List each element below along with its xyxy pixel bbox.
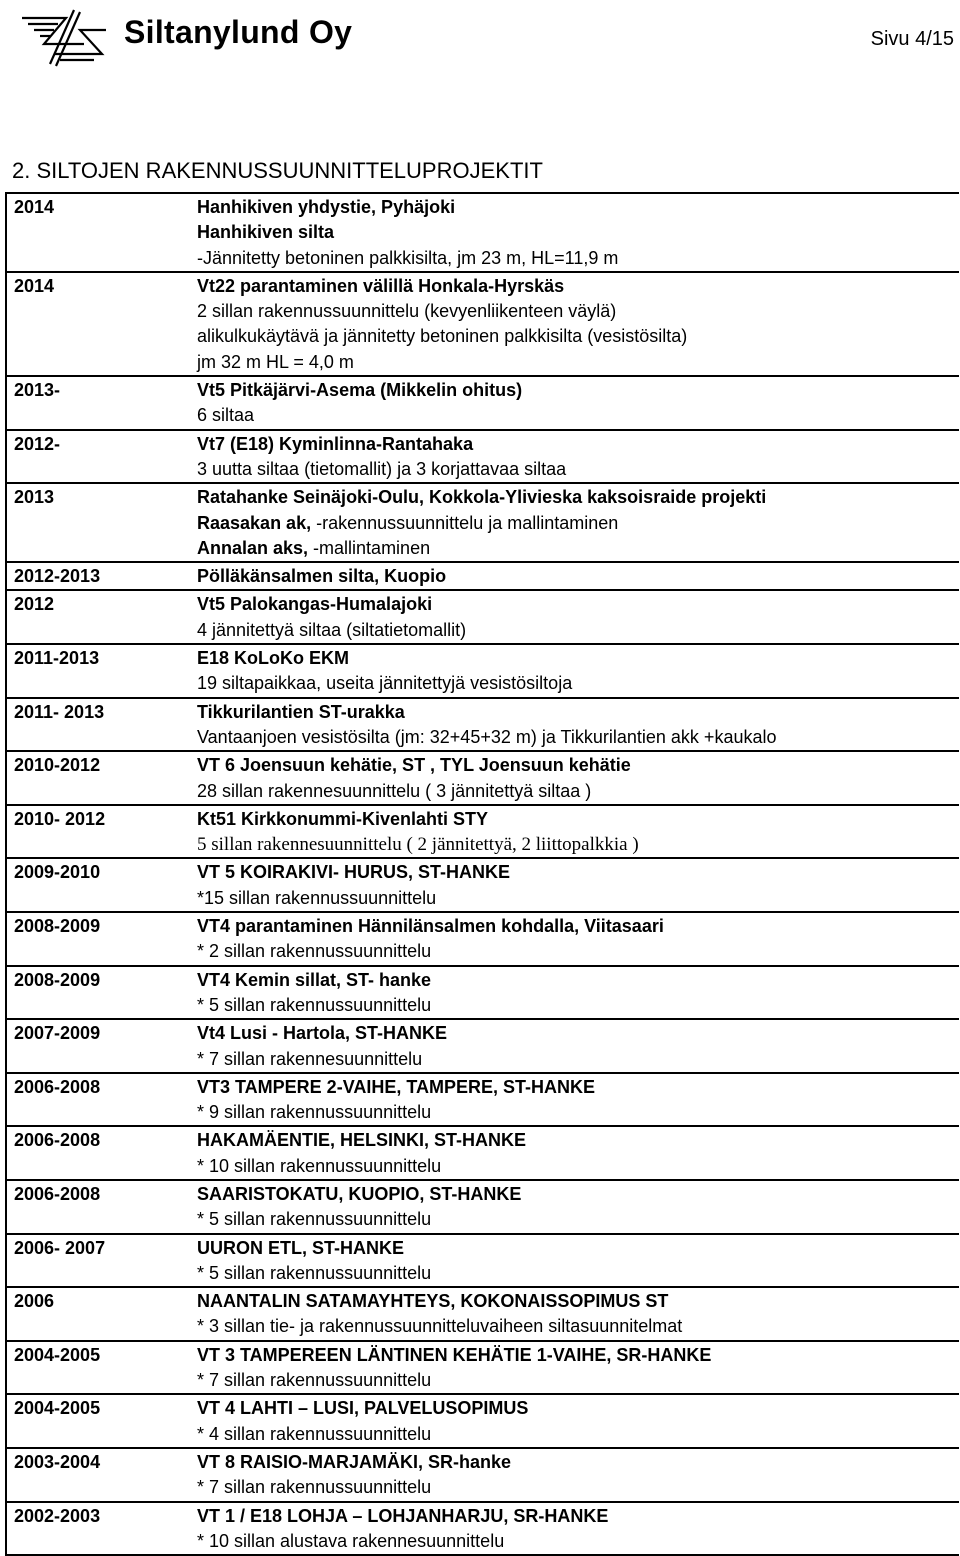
project-title: VT 6 Joensuun kehätie, ST , TYL Joensuun kehätie bbox=[197, 755, 631, 776]
table-row bbox=[7, 750, 959, 804]
project-line bbox=[197, 378, 959, 403]
project-line bbox=[197, 1236, 959, 1261]
project-detail: 4 jännitettyä siltaa (siltatietomallit) bbox=[197, 619, 467, 640]
company-name: Siltanylund Oy bbox=[124, 14, 353, 50]
table-row bbox=[7, 965, 959, 1019]
project-description bbox=[191, 563, 959, 589]
project-year: 2006-2008 bbox=[14, 1183, 101, 1204]
project-title: VT4 parantaminen Hännilänsalmen kohdalla, Viitasaari bbox=[197, 916, 664, 937]
project-title: E18 KoLoKo EKM bbox=[197, 648, 350, 669]
project-title: VT 1 / E18 LOHJA – LOHJANHARJU, SR-HANKE bbox=[197, 1505, 609, 1526]
project-title: Tikkurilantien ST-urakka bbox=[197, 701, 405, 722]
project-title: VT 4 LAHTI – LUSI, PALVELUSOPIMUS bbox=[197, 1398, 529, 1419]
table-row bbox=[7, 1233, 959, 1287]
project-detail: * 7 sillan rakennesuunnittelu bbox=[197, 1048, 423, 1069]
table-row bbox=[7, 911, 959, 965]
project-title: UURON ETL, ST-HANKE bbox=[197, 1237, 404, 1258]
table-row bbox=[7, 271, 959, 375]
project-description bbox=[191, 1288, 959, 1340]
project-detail: 5 sillan rakennesuunnittelu ( 2 jännitettyä, 2 liittopalkkia ) bbox=[197, 834, 639, 856]
project-year: 2006- 2007 bbox=[14, 1237, 106, 1258]
project-year: 2006-2008 bbox=[14, 1130, 101, 1151]
project-detail: * 10 sillan rakennussuunnittelu bbox=[197, 1155, 442, 1176]
project-detail: * 5 sillan rakennussuunnittelu bbox=[197, 1262, 432, 1283]
table-row bbox=[7, 1447, 959, 1501]
project-description bbox=[191, 591, 959, 643]
project-line bbox=[197, 1422, 959, 1447]
project-description bbox=[191, 484, 959, 561]
project-line bbox=[197, 832, 959, 857]
project-line bbox=[197, 1314, 959, 1339]
project-line bbox=[197, 1100, 959, 1125]
project-line bbox=[197, 646, 959, 671]
project-line bbox=[197, 403, 959, 428]
project-line bbox=[197, 1047, 959, 1072]
page-number: Sivu 4/15 bbox=[870, 28, 954, 50]
project-title: Raasakan ak, bbox=[197, 512, 312, 533]
project-detail: 19 siltapaikkaa, useita jännitettyjä vesistösiltoja bbox=[197, 673, 573, 694]
project-year: 2008-2009 bbox=[14, 916, 101, 937]
project-detail: *15 sillan rakennussuunnittelu bbox=[197, 887, 437, 908]
project-line bbox=[197, 618, 959, 643]
project-description bbox=[191, 1181, 959, 1233]
project-description bbox=[191, 859, 959, 911]
project-line bbox=[197, 1396, 959, 1421]
project-description bbox=[191, 1127, 959, 1179]
project-line bbox=[197, 592, 959, 617]
project-line bbox=[197, 324, 959, 349]
project-detail: 28 sillan rakennesuunnittelu ( 3 jännitettyä siltaa ) bbox=[197, 780, 592, 801]
project-line bbox=[197, 753, 959, 778]
project-description bbox=[191, 806, 959, 858]
project-description bbox=[191, 1342, 959, 1394]
table-row bbox=[7, 194, 959, 271]
project-detail: -mallintaminen bbox=[308, 537, 431, 558]
project-year: 2004-2005 bbox=[14, 1398, 101, 1419]
project-year: 2009-2010 bbox=[14, 862, 101, 883]
project-year: 2012-2013 bbox=[14, 566, 101, 587]
page-header bbox=[0, 0, 960, 80]
table-row bbox=[7, 482, 959, 561]
project-line bbox=[197, 993, 959, 1018]
project-detail: alikulkukäytävä ja jännitetty betoninen palkkisilta (vesistösilta) bbox=[197, 326, 688, 347]
project-detail: * 4 sillan rakennussuunnittelu bbox=[197, 1423, 432, 1444]
table-row bbox=[7, 375, 959, 429]
project-title: HAKAMÄENTIE, HELSINKI, ST-HANKE bbox=[197, 1130, 527, 1151]
project-line bbox=[197, 1128, 959, 1153]
project-year: 2014 bbox=[14, 275, 55, 296]
project-line bbox=[197, 1261, 959, 1286]
project-line bbox=[197, 246, 959, 271]
project-description bbox=[191, 1020, 959, 1072]
table-row bbox=[7, 1393, 959, 1447]
project-line bbox=[197, 195, 959, 220]
project-detail: Vantaanjoen vesistösilta (jm: 32+45+32 m) ja Tikkurilantien akk +kaukalo bbox=[197, 726, 777, 747]
project-description bbox=[191, 273, 959, 375]
project-line bbox=[197, 299, 959, 324]
table-row bbox=[7, 429, 959, 483]
project-line bbox=[197, 1504, 959, 1529]
project-description bbox=[191, 752, 959, 804]
project-detail: -Jännitetty betoninen palkkisilta, jm 23 m, HL=11,9 m bbox=[197, 247, 619, 268]
project-line bbox=[197, 457, 959, 482]
company-logo-icon bbox=[14, 4, 114, 72]
project-line bbox=[197, 220, 959, 245]
project-detail: * 2 sillan rakennussuunnittelu bbox=[197, 941, 432, 962]
project-description bbox=[191, 967, 959, 1019]
project-line bbox=[197, 485, 959, 510]
project-line bbox=[197, 511, 959, 536]
table-row bbox=[7, 643, 959, 697]
project-line bbox=[197, 1529, 959, 1554]
project-line bbox=[197, 432, 959, 457]
project-title: Hanhikiven silta bbox=[197, 222, 335, 243]
project-title: Vt22 parantaminen välillä Honkala-Hyrskäs bbox=[197, 275, 565, 296]
project-line bbox=[197, 1450, 959, 1475]
project-description bbox=[191, 1449, 959, 1501]
project-year: 2006-2008 bbox=[14, 1076, 101, 1097]
project-line bbox=[197, 807, 959, 832]
project-detail: jm 32 m HL = 4,0 m bbox=[197, 351, 354, 372]
project-line bbox=[197, 274, 959, 299]
table-row bbox=[7, 697, 959, 751]
project-description bbox=[191, 431, 959, 483]
project-year: 2013 bbox=[14, 487, 55, 508]
project-line bbox=[197, 1343, 959, 1368]
table-row bbox=[7, 1179, 959, 1233]
project-line bbox=[197, 350, 959, 375]
project-line bbox=[197, 968, 959, 993]
project-description bbox=[191, 1235, 959, 1287]
project-line bbox=[197, 1475, 959, 1500]
project-title: VT 8 RAISIO-MARJAMÄKI, SR-hanke bbox=[197, 1451, 512, 1472]
project-detail: * 7 sillan rakennussuunnittelu bbox=[197, 1370, 432, 1391]
project-description bbox=[191, 1074, 959, 1126]
table-row bbox=[7, 804, 959, 858]
project-year: 2012 bbox=[14, 594, 55, 615]
project-description bbox=[191, 699, 959, 751]
project-title: Ratahanke Seinäjoki-Oulu, Kokkola-Ylivieska kaksoisraide projekti bbox=[197, 487, 767, 508]
table-row bbox=[7, 1072, 959, 1126]
project-year: 2012- bbox=[14, 433, 61, 454]
table-row bbox=[7, 1501, 959, 1555]
section-title: 2. SILTOJEN RAKENNUSSUUNNITTELUPROJEKTIT bbox=[12, 158, 543, 183]
project-line bbox=[197, 1289, 959, 1314]
project-year: 2013- bbox=[14, 380, 61, 401]
project-detail: 2 sillan rakennussuunnittelu (kevyenliikenteen väylä) bbox=[197, 301, 617, 322]
project-year: 2002-2003 bbox=[14, 1505, 101, 1526]
table-row bbox=[7, 1018, 959, 1072]
project-year: 2011- 2013 bbox=[14, 701, 105, 722]
project-year: 2011-2013 bbox=[14, 648, 100, 669]
projects-table bbox=[5, 192, 959, 1556]
project-detail: * 5 sillan rakennussuunnittelu bbox=[197, 994, 432, 1015]
project-line bbox=[197, 914, 959, 939]
project-line bbox=[197, 860, 959, 885]
table-row bbox=[7, 589, 959, 643]
project-title: Vt5 Pitkäjärvi-Asema (Mikkelin ohitus) bbox=[197, 380, 523, 401]
project-line bbox=[197, 1075, 959, 1100]
project-line bbox=[197, 1368, 959, 1393]
project-description bbox=[191, 194, 959, 271]
table-row bbox=[7, 1340, 959, 1394]
project-title: VT3 TAMPERE 2-VAIHE, TAMPERE, ST-HANKE bbox=[197, 1076, 596, 1097]
project-detail: * 5 sillan rakennussuunnittelu bbox=[197, 1209, 432, 1230]
project-title: Pölläkänsalmen silta, Kuopio bbox=[197, 566, 447, 587]
project-year: 2007-2009 bbox=[14, 1023, 101, 1044]
project-year: 2014 bbox=[14, 197, 55, 217]
project-line bbox=[197, 1207, 959, 1232]
project-detail: -rakennussuunnittelu ja mallintaminen bbox=[311, 512, 619, 533]
project-description bbox=[191, 1503, 959, 1555]
project-title: Annalan aks, bbox=[197, 537, 309, 558]
project-line bbox=[197, 564, 959, 589]
project-detail: * 9 sillan rakennussuunnittelu bbox=[197, 1102, 432, 1123]
project-line bbox=[197, 1182, 959, 1207]
project-year: 2010-2012 bbox=[14, 755, 101, 776]
project-year: 2006 bbox=[14, 1291, 55, 1312]
project-title: NAANTALIN SATAMAYHTEYS, KOKONAISSOPIMUS ST bbox=[197, 1291, 669, 1312]
project-year: 2008-2009 bbox=[14, 969, 101, 990]
project-title: VT 5 KOIRAKIVI- HURUS, ST-HANKE bbox=[197, 862, 511, 883]
project-description bbox=[191, 1395, 959, 1447]
project-description bbox=[191, 377, 959, 429]
project-title: Vt7 (E18) Kyminlinna-Rantahaka bbox=[197, 433, 474, 454]
project-title: Vt5 Palokangas-Humalajoki bbox=[197, 594, 433, 615]
project-line bbox=[197, 725, 959, 750]
project-detail: 6 siltaa bbox=[197, 405, 255, 426]
project-line bbox=[197, 779, 959, 804]
project-year: 2004-2005 bbox=[14, 1344, 101, 1365]
project-description bbox=[191, 913, 959, 965]
project-title: VT 3 TAMPEREEN LÄNTINEN KEHÄTIE 1-VAIHE, SR-HANKE bbox=[197, 1344, 712, 1365]
project-line bbox=[197, 1021, 959, 1046]
table-row bbox=[7, 1286, 959, 1340]
table-row bbox=[7, 561, 959, 589]
project-year: 2010- 2012 bbox=[14, 808, 106, 829]
table-row bbox=[7, 1125, 959, 1179]
project-line bbox=[197, 700, 959, 725]
project-title: Vt4 Lusi - Hartola, ST-HANKE bbox=[197, 1023, 448, 1044]
project-line bbox=[197, 671, 959, 696]
project-title: SAARISTOKATU, KUOPIO, ST-HANKE bbox=[197, 1183, 522, 1204]
project-line bbox=[197, 939, 959, 964]
project-line bbox=[197, 536, 959, 561]
project-detail: * 3 sillan tie- ja rakennussuunnitteluvaiheen siltasuunnitelmat bbox=[197, 1316, 683, 1337]
project-detail: 3 uutta siltaa (tietomallit) ja 3 korjattavaa siltaa bbox=[197, 458, 567, 479]
project-detail: * 10 sillan alustava rakennesuunnittelu bbox=[197, 1530, 505, 1551]
project-detail: * 7 sillan rakennussuunnittelu bbox=[197, 1477, 432, 1498]
project-title: Hanhikiven yhdystie, Pyhäjoki bbox=[197, 197, 456, 217]
project-title: Kt51 Kirkkonummi-Kivenlahti STY bbox=[197, 808, 489, 829]
project-line bbox=[197, 886, 959, 911]
project-year: 2003-2004 bbox=[14, 1451, 101, 1472]
project-description bbox=[191, 645, 959, 697]
table-row bbox=[7, 857, 959, 911]
project-title: VT4 Kemin sillat, ST- hanke bbox=[197, 969, 432, 990]
project-line bbox=[197, 1154, 959, 1179]
